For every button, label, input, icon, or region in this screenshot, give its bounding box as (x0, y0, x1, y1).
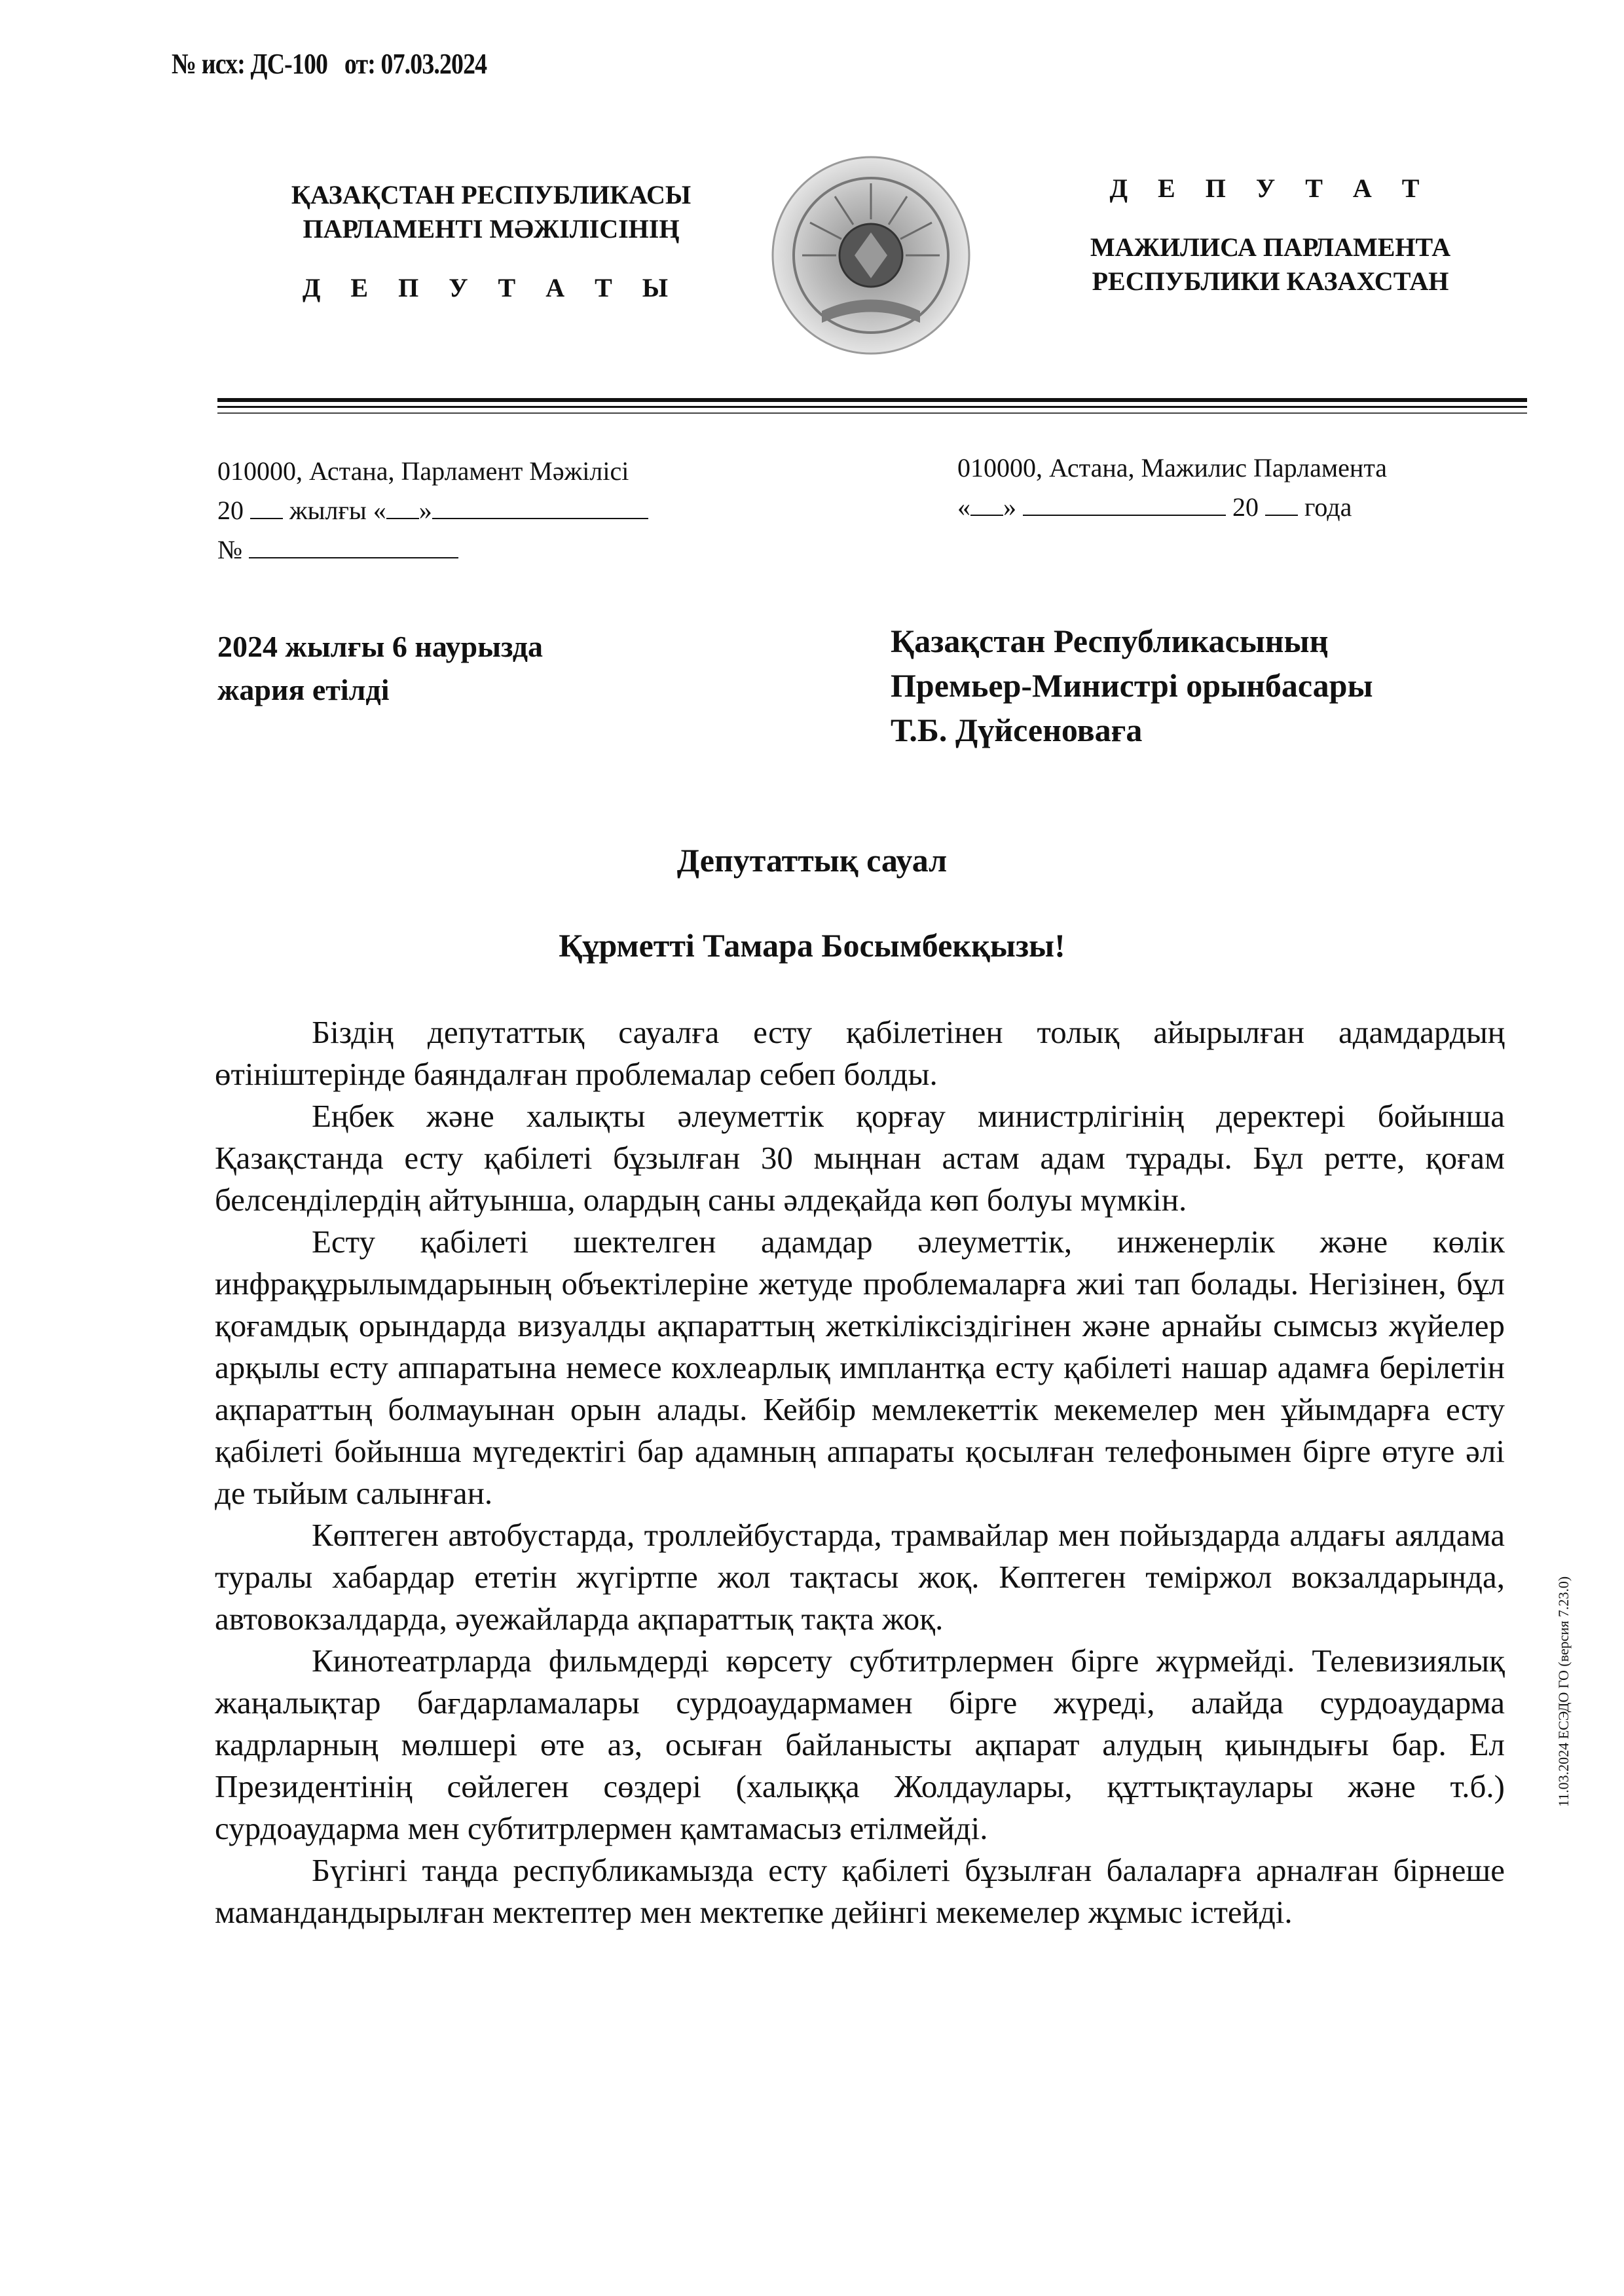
recipient-line3: Т.Б. Дүйсеноваға (891, 712, 1143, 748)
body-paragraph: Көптеген автобустарда, троллейбустарда, трамвайлар мен пойыздарда алдағы аялдама туралы хабардар ететін жүгіртпе жол тақтасы жоқ. Көптеген теміржол вокзалдарында, автовокзалдарда, әуежайларда ақпараттық тақта жоқ. (215, 1517, 1505, 1637)
registration-date-label: от: 07.03.2024 (344, 48, 487, 80)
org-name-ru-line1: МАЖИЛИСА ПАРЛАМЕНТА (1090, 232, 1451, 262)
registration-number-label: № исх: ДС-100 (172, 48, 328, 80)
year-blank (250, 496, 283, 519)
org-name-kz-line1: ҚАЗАҚСТАН РЕСПУБЛИКАСЫ (291, 180, 692, 210)
document-body (215, 1011, 1505, 1933)
date-close-kz: » (418, 496, 432, 525)
day-blank-ru (970, 492, 1003, 516)
date-mid-kz: жылғы « (289, 496, 386, 525)
publication-line1: 2024 жылғы 6 наурызда (217, 630, 543, 663)
body-paragraph: Есту қабілеті шектелген адамдар әлеуметтік, инженерлік және көлік инфрақұрылымдарының объектілеріне жетуде проблемаларға жиі тап болады. Негізінен, бұл қоғамдық орындарда визуалды ақпараттың жеткіліксіздігінен және арнайы сымсыз жүйелер арқылы есту аппаратына немесе кохлеарлық имплантқа есту қабілеті нашар адамға берілетін ақпараттың болмауынан орын алады. Кейбір мемлекеттік мекемелер мен ұйымдарға есту қабілеті бойынша мүгедектігі бар адамның аппараты қосылған телефонымен бірге өтуге әлі де тыйым салынған. (215, 1224, 1505, 1511)
address-ru: 010000, Астана, Мажилис Парламента (957, 453, 1388, 483)
date-open-ru: « (957, 492, 970, 522)
registration-number (172, 47, 487, 81)
header-divider-third (217, 412, 1527, 414)
date-close-ru: » (1003, 492, 1016, 522)
year-blank-ru (1265, 492, 1298, 516)
body-paragraph: Еңбек және халықты әлеуметтік қорғау министрлігінің деректері бойынша Қазақстанда есту қабілеті бұзылған 30 мыңнан астам адам тұрады. Бұл ретте, қоғам белсенділердің айтуынша, олардың саны әлдеқайда көп болуы мүмкін. (215, 1098, 1505, 1218)
deputy-title-ru: Д Е П У Т А Т (1109, 173, 1431, 203)
address-block-kazakh (217, 452, 648, 570)
body-paragraph: Кинотеатрларда фильмдерді көрсету субтитрлермен бірге жүрмейді. Телевизиялық жаңалықтар бағдарламалары сурдоаудармамен бірге жүреді, алайда сурдоаударма кадрларның мөлшері өте аз, осыған байланысты ақпарат алудың қиындығы бар. Ел Президентінің сөйлеген сөздері (халыққа Жолдаулары, құттықтаулары және т.б.) сурдоаударма мен субтитрлермен қамтамасыз етілмейді. (215, 1643, 1505, 1846)
date-line-ru (957, 488, 1387, 527)
year-prefix-ru: 20 (1232, 492, 1259, 522)
state-emblem-icon (763, 147, 979, 363)
org-name-kz-line2: ПАРЛАМЕНТІ МӘЖІЛІСІНІҢ (303, 214, 680, 244)
header-divider (217, 398, 1527, 402)
recipient-line1: Қазақстан Республикасының (891, 623, 1329, 659)
number-line-kz (217, 530, 648, 570)
header-divider-second (217, 406, 1527, 408)
salutation: Құрметті Тамара Босымбекқызы! (559, 927, 1065, 964)
address-block-russian (957, 448, 1387, 527)
document-title: Депутаттық сауал (676, 842, 948, 879)
year-suffix-ru: года (1304, 492, 1352, 522)
publication-line2: жария етілді (217, 673, 390, 706)
body-paragraph: Біздің депутаттық сауалға есту қабілетінен толық айырылған адамдардың өтініштерінде баяндалған проблемалар себеп болды. (215, 1014, 1505, 1092)
month-blank-ru (1023, 492, 1226, 516)
day-blank (386, 496, 419, 519)
recipient-line2: Премьер-Министрі орынбасары (891, 667, 1373, 704)
date-year-prefix-kz: 20 (217, 496, 244, 525)
number-prefix-kz: № (217, 535, 243, 564)
publication-note (217, 625, 543, 712)
deputy-title-kz: Д Е П У Т А Т Ы (302, 273, 680, 302)
header-left-kazakh (196, 178, 786, 305)
month-blank (432, 496, 648, 519)
address-kz: 010000, Астана, Парламент Мәжілісі (217, 456, 629, 486)
header-right-russian (1022, 172, 1519, 299)
body-paragraph: Бүгінгі таңда республикамызда есту қабілеті бұзылған балаларға арналған бірнеше мамандандырылған мектептер мен мектепке дейінгі мекемелер жұмыс істейді. (215, 1852, 1505, 1930)
date-line-kz (217, 491, 648, 530)
system-stamp-note: 11.03.2024 ЕСЭДО ГО (версия 7.23.0) (1555, 1576, 1572, 1807)
org-name-ru-line2: РЕСПУБЛИКИ КАЗАХСТАН (1092, 266, 1449, 296)
number-blank (249, 535, 458, 558)
recipient-block (891, 619, 1373, 752)
